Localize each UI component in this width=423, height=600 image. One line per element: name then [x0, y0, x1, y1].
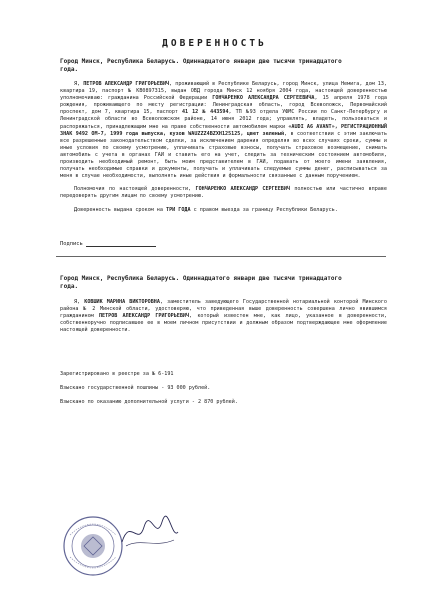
text-run: полностью или частично вправе передоверять другим лицам по своему усмотрению.	[60, 186, 387, 200]
text-run: Полномочия по настоящей доверенности,	[74, 186, 196, 193]
section-divider	[56, 256, 386, 257]
signature-line	[86, 240, 156, 247]
authorization-paragraph	[60, 81, 387, 180]
notary-certification-paragraph	[60, 299, 387, 334]
text-run: Доверенность выдана сроком на	[74, 206, 167, 213]
emphasized-text: ТРИ ГОДА	[166, 206, 191, 213]
subdelegation-paragraph	[60, 186, 387, 200]
notary-place-date-header: Город Минск, Республика Беларусь. Одиннадцатого январи две тысячи тринадцатого года.	[60, 274, 342, 290]
state-fee-line: Взыскано государственной пошлины - 93 000 рублей.	[60, 385, 211, 392]
text-run: , в соответствии с этим заключать все разрешенные законодательством сделки, за исключением дарения определяя во всех случаях сроки, суммы и иные условия по своему усмотрению, уплачивать страховые взносы, получать страховое возмещение, снимать автомобиль с учета в органах ГАИ и ставить его на учет, следить за техническим состоянием автомобиля, производить необходимый ремонт, быть моим представителем в ГАИ, подавать от моего имени заявления, получать необходимые справки и документы, получать и уплачивать следуемые суммы денег, расписываться за меня в случае необходимости, выполнять иные действия и формальности связанные с данным поручением.	[60, 130, 387, 180]
text-run: , 15 апреля 1978 года рождения, проживающего по месту регистрации: Ленинградская область, город Всеволожск, Первомайский проспект, дом 7, квартира 15, паспорт	[60, 95, 387, 116]
text-run: , проживающий в Республике Беларусь, город Минск, улица Немига, дом 13, квартира 19, паспорт № КВ0897315, выдан ОВД города Минск 12 ноября 2004 года, настоящей доверенностью уполномочиваю: гражданина Российской Федерации	[60, 81, 387, 102]
emphasized-text: 41 12 № 443594	[181, 109, 229, 116]
document-title: ДОВЕРЕННОСТЬ	[162, 38, 267, 49]
emphasized-text: ПЕТРОВ АЛЕКСАНДР ГРИГОРЬЕВИЧ	[98, 312, 190, 319]
text-run: , заместитель заведующего Государственной нотариальной конторой Минского района № 2 Минской области, удостоверяю, что приведенная выше доверенность совершена лично явившимся гражданином	[60, 298, 387, 319]
notary-seal-icon	[62, 515, 124, 577]
signature-row	[60, 240, 387, 247]
text-run: Я,	[74, 81, 84, 87]
text-run: с правом выезда за границу Республики Беларусь.	[190, 206, 338, 213]
emphasized-text: ПЕТРОВ АЛЕКСАНДР ГРИГОРЬЕВИЧ	[83, 81, 170, 87]
emphasized-text: КОВШИК МАРИНА ВИКТОРОВНА	[84, 298, 160, 305]
text-run: , ТП №93 отдела УФМС России по Санкт-Петербургу и Ленинградской области во Всеволожском районе, 14 июня 2012 года; управлять, владеть, пользоваться и распоряжаться, принадлежащим мне на праве собственности автомобилем марки	[60, 109, 387, 130]
text-run: , который известен мне, как лицо, указанное в доверенности, собственноручно подписавшее ее в моем личном присутствии и должным образом подтверждающее мне оформление настоящей доверенности.	[60, 312, 387, 333]
place-date-header: Город Минск, Республика Беларусь. Одиннадцатого январи две тысячи тринадцатого года.	[60, 58, 342, 73]
emphasized-text: ГОНЧАРЕНКО АЛЕКСАНДРА СЕРГЕЕВИЧА	[212, 95, 315, 102]
emphasized-text: ГОНЧАРЕНКО АЛЕКСАНДР СЕРГЕЕВИЧ	[195, 186, 291, 193]
term-paragraph	[60, 207, 387, 214]
emphasized-text: «AUDI A6 AVANT», РЕГИСТРАЦИОННЫЙ ЗНАК 9492 ОМ-7, 1999 года выпуска, кузов WAUZZZ4BZXH125125, цвет зеленый	[60, 123, 388, 137]
notary-signature-icon	[120, 512, 180, 552]
service-fee-line: Взыскано по оказанию дополнительной услуги - 2 870 рублей.	[60, 399, 238, 406]
signature-label: Подпись	[60, 240, 83, 247]
text-run: Я,	[74, 298, 85, 305]
registry-line: Зарегистрировано в реестре за № 6-191	[60, 371, 174, 378]
